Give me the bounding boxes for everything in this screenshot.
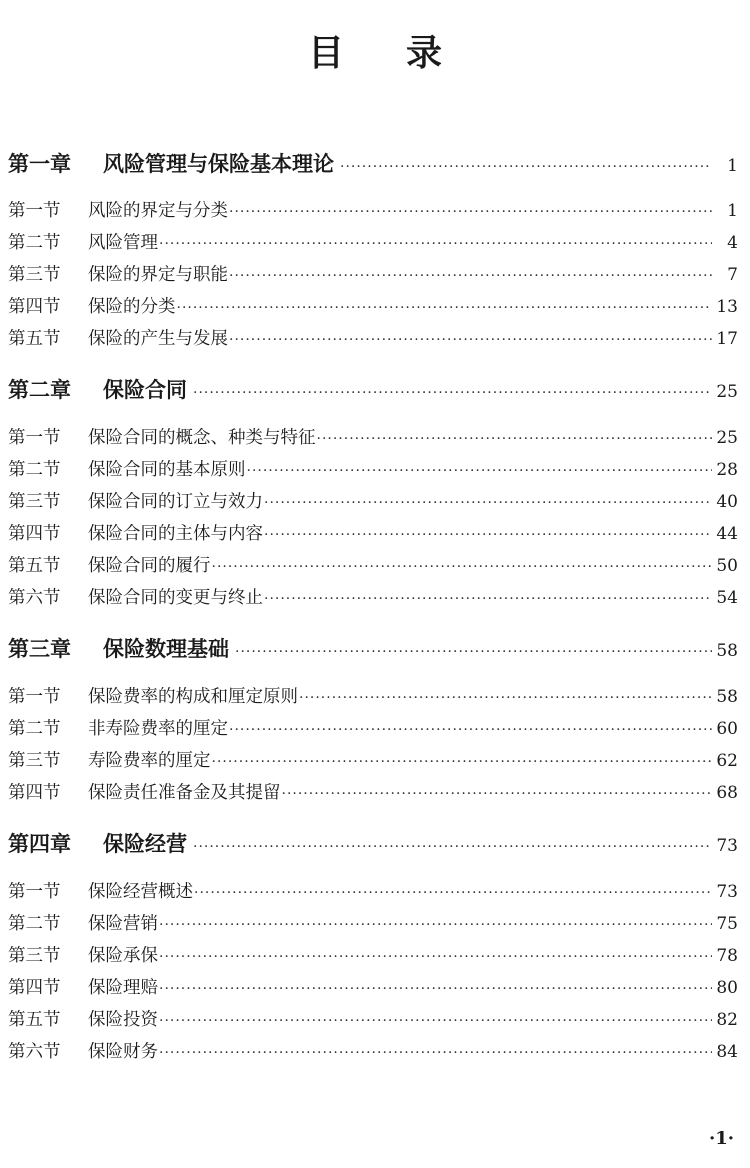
toc-dot-leader — [264, 495, 712, 511]
toc-page-number: 84 — [716, 1042, 738, 1062]
toc-page-number: 80 — [716, 978, 738, 998]
toc-entry-number: 第六节 — [8, 588, 61, 608]
toc-section-row[interactable] — [8, 910, 738, 940]
toc-dot-leader — [212, 754, 713, 770]
toc-chapter-row[interactable] — [8, 633, 738, 667]
toc-entry-number: 第一节 — [8, 882, 61, 902]
toc-entry-title: 保险经营概述 — [88, 882, 193, 902]
toc-page-number: 4 — [727, 233, 738, 253]
toc-section-row[interactable] — [8, 552, 738, 582]
toc-dot-leader — [235, 644, 712, 660]
toc-entry-title: 保险合同 — [103, 378, 187, 402]
toc-section-row[interactable] — [8, 683, 738, 713]
toc-entry-title: 保险数理基础 — [103, 637, 229, 661]
toc-dot-leader — [193, 839, 712, 855]
toc-entry-title: 保险合同的概念、种类与特征 — [88, 428, 316, 448]
toc-dot-leader — [229, 204, 712, 220]
toc-page-number: 68 — [716, 783, 738, 803]
toc-dot-leader — [264, 591, 712, 607]
toc-entry-title: 风险管理 — [88, 233, 158, 253]
toc-entry-title: 保险承保 — [88, 946, 158, 966]
toc-dot-leader — [229, 332, 712, 348]
toc-dot-leader — [264, 527, 712, 543]
toc-dot-leader — [194, 885, 712, 901]
toc-entry-number: 第四章 — [8, 832, 71, 856]
toc-entry-title: 保险理赔 — [88, 978, 158, 998]
toc-page-number: 78 — [716, 946, 738, 966]
toc-page-number: 54 — [716, 588, 738, 608]
toc-entry-title: 保险财务 — [88, 1042, 158, 1062]
toc-entry-number: 第三节 — [8, 265, 61, 285]
toc-entry-number: 第二节 — [8, 719, 61, 739]
toc-entry-number: 第四节 — [8, 524, 61, 544]
toc-entry-title: 保险的分类 — [88, 297, 176, 317]
toc-dot-leader — [177, 300, 713, 316]
toc-page-number: 7 — [727, 265, 738, 285]
toc-section-row[interactable] — [8, 424, 738, 454]
toc-dot-leader — [159, 981, 712, 997]
toc-entry-number: 第一章 — [8, 152, 71, 176]
toc-entry-title: 保险合同的基本原则 — [88, 460, 246, 480]
toc-dot-leader — [159, 949, 712, 965]
toc-entry-number: 第二节 — [8, 460, 61, 480]
toc-entry-title: 保险营销 — [88, 914, 158, 934]
toc-page-number: 62 — [716, 751, 738, 771]
toc-dot-leader — [282, 786, 713, 802]
page-folio: ·1· — [708, 1128, 734, 1149]
toc-entry-number: 第六节 — [8, 1042, 61, 1062]
toc-entry-title: 保险责任准备金及其提留 — [88, 783, 281, 803]
toc-page-number: 28 — [716, 460, 738, 480]
toc-entry-number: 第一节 — [8, 687, 61, 707]
toc-chapter-row[interactable] — [8, 148, 738, 182]
toc-dot-leader — [340, 159, 712, 175]
toc-section-row[interactable] — [8, 229, 738, 259]
toc-dot-leader — [159, 1045, 712, 1061]
toc-entry-number: 第四节 — [8, 297, 61, 317]
toc-entry-title: 保险经营 — [103, 832, 187, 856]
toc-entry-number: 第二节 — [8, 914, 61, 934]
toc-section-row[interactable] — [8, 197, 738, 227]
toc-entry-title: 保险的界定与职能 — [88, 265, 228, 285]
toc-entry-number: 第四节 — [8, 978, 61, 998]
toc-entry-number: 第二节 — [8, 233, 61, 253]
toc-entry-number: 第三节 — [8, 492, 61, 512]
toc-entry-number: 第一节 — [8, 201, 61, 221]
toc-entry-title: 非寿险费率的厘定 — [88, 719, 228, 739]
toc-dot-leader — [159, 1013, 712, 1029]
toc-page-number: 73 — [716, 882, 738, 902]
page-title-char-2: 录 — [406, 33, 443, 74]
toc-dot-leader — [229, 268, 712, 284]
toc-dot-leader — [159, 917, 712, 933]
toc-dot-leader — [317, 431, 713, 447]
toc-section-row[interactable] — [8, 261, 738, 291]
toc-entry-number: 第五节 — [8, 329, 61, 349]
toc-entry-number: 第二章 — [8, 378, 71, 402]
toc-dot-leader — [159, 236, 712, 252]
toc-entry-title: 保险合同的订立与效力 — [88, 492, 263, 512]
toc-page-number: 44 — [716, 524, 738, 544]
toc-entry-number: 第五节 — [8, 556, 61, 576]
toc-section-row[interactable] — [8, 942, 738, 972]
toc-entry-title: 风险管理与保险基本理论 — [103, 152, 334, 176]
toc-section-row[interactable] — [8, 456, 738, 486]
toc-section-row[interactable] — [8, 293, 738, 323]
toc-section-row[interactable] — [8, 974, 738, 1004]
toc-entry-number: 第三节 — [8, 751, 61, 771]
page-title-char-1: 目 — [307, 33, 344, 74]
toc-entry-title: 寿险费率的厘定 — [88, 751, 211, 771]
toc-entry-number: 第三章 — [8, 637, 71, 661]
toc-chapter-row[interactable] — [8, 828, 738, 862]
toc-dot-leader — [247, 463, 713, 479]
toc-dot-leader — [212, 559, 713, 575]
toc-entry-number: 第一节 — [8, 428, 61, 448]
toc-section-row[interactable] — [8, 1006, 738, 1036]
toc-dot-leader — [193, 385, 712, 401]
toc-page-number: 82 — [716, 1010, 738, 1030]
toc-page-number: 1 — [727, 156, 738, 176]
toc-section-row[interactable] — [8, 325, 738, 355]
toc-entry-title: 保险合同的履行 — [88, 556, 211, 576]
toc-entry-title: 保险合同的变更与终止 — [88, 588, 263, 608]
toc-page-number: 1 — [727, 201, 738, 221]
toc-page-number: 17 — [716, 329, 738, 349]
toc-dot-leader — [229, 722, 712, 738]
toc-entry-number: 第四节 — [8, 783, 61, 803]
page-title — [0, 30, 750, 78]
toc-section-row[interactable] — [8, 715, 738, 745]
toc-section-row[interactable] — [8, 779, 738, 809]
toc-page-number: 25 — [716, 382, 738, 402]
toc-page-number: 58 — [716, 687, 738, 707]
toc-section-row[interactable] — [8, 584, 738, 614]
toc-chapter-row[interactable] — [8, 374, 738, 408]
toc-section-row[interactable] — [8, 1038, 738, 1068]
toc-page-number: 40 — [716, 492, 738, 512]
toc-section-row[interactable] — [8, 878, 738, 908]
toc-entry-title: 保险投资 — [88, 1010, 158, 1030]
toc-section-row[interactable] — [8, 747, 738, 777]
toc-entry-title: 保险的产生与发展 — [88, 329, 228, 349]
toc-section-row[interactable] — [8, 520, 738, 550]
toc-dot-leader — [299, 690, 712, 706]
toc-entry-title: 风险的界定与分类 — [88, 201, 228, 221]
toc-page-number: 73 — [716, 836, 738, 856]
toc-entry-number: 第五节 — [8, 1010, 61, 1030]
toc-page-number: 58 — [716, 641, 738, 661]
toc-entry-title: 保险合同的主体与内容 — [88, 524, 263, 544]
toc-page-number: 25 — [716, 428, 738, 448]
toc-page-number: 13 — [716, 297, 738, 317]
toc-page-number: 75 — [716, 914, 738, 934]
toc-page-number: 50 — [716, 556, 738, 576]
toc-page-number: 60 — [716, 719, 738, 739]
toc-entry-number: 第三节 — [8, 946, 61, 966]
toc-section-row[interactable] — [8, 488, 738, 518]
toc-entry-title: 保险费率的构成和厘定原则 — [88, 687, 298, 707]
